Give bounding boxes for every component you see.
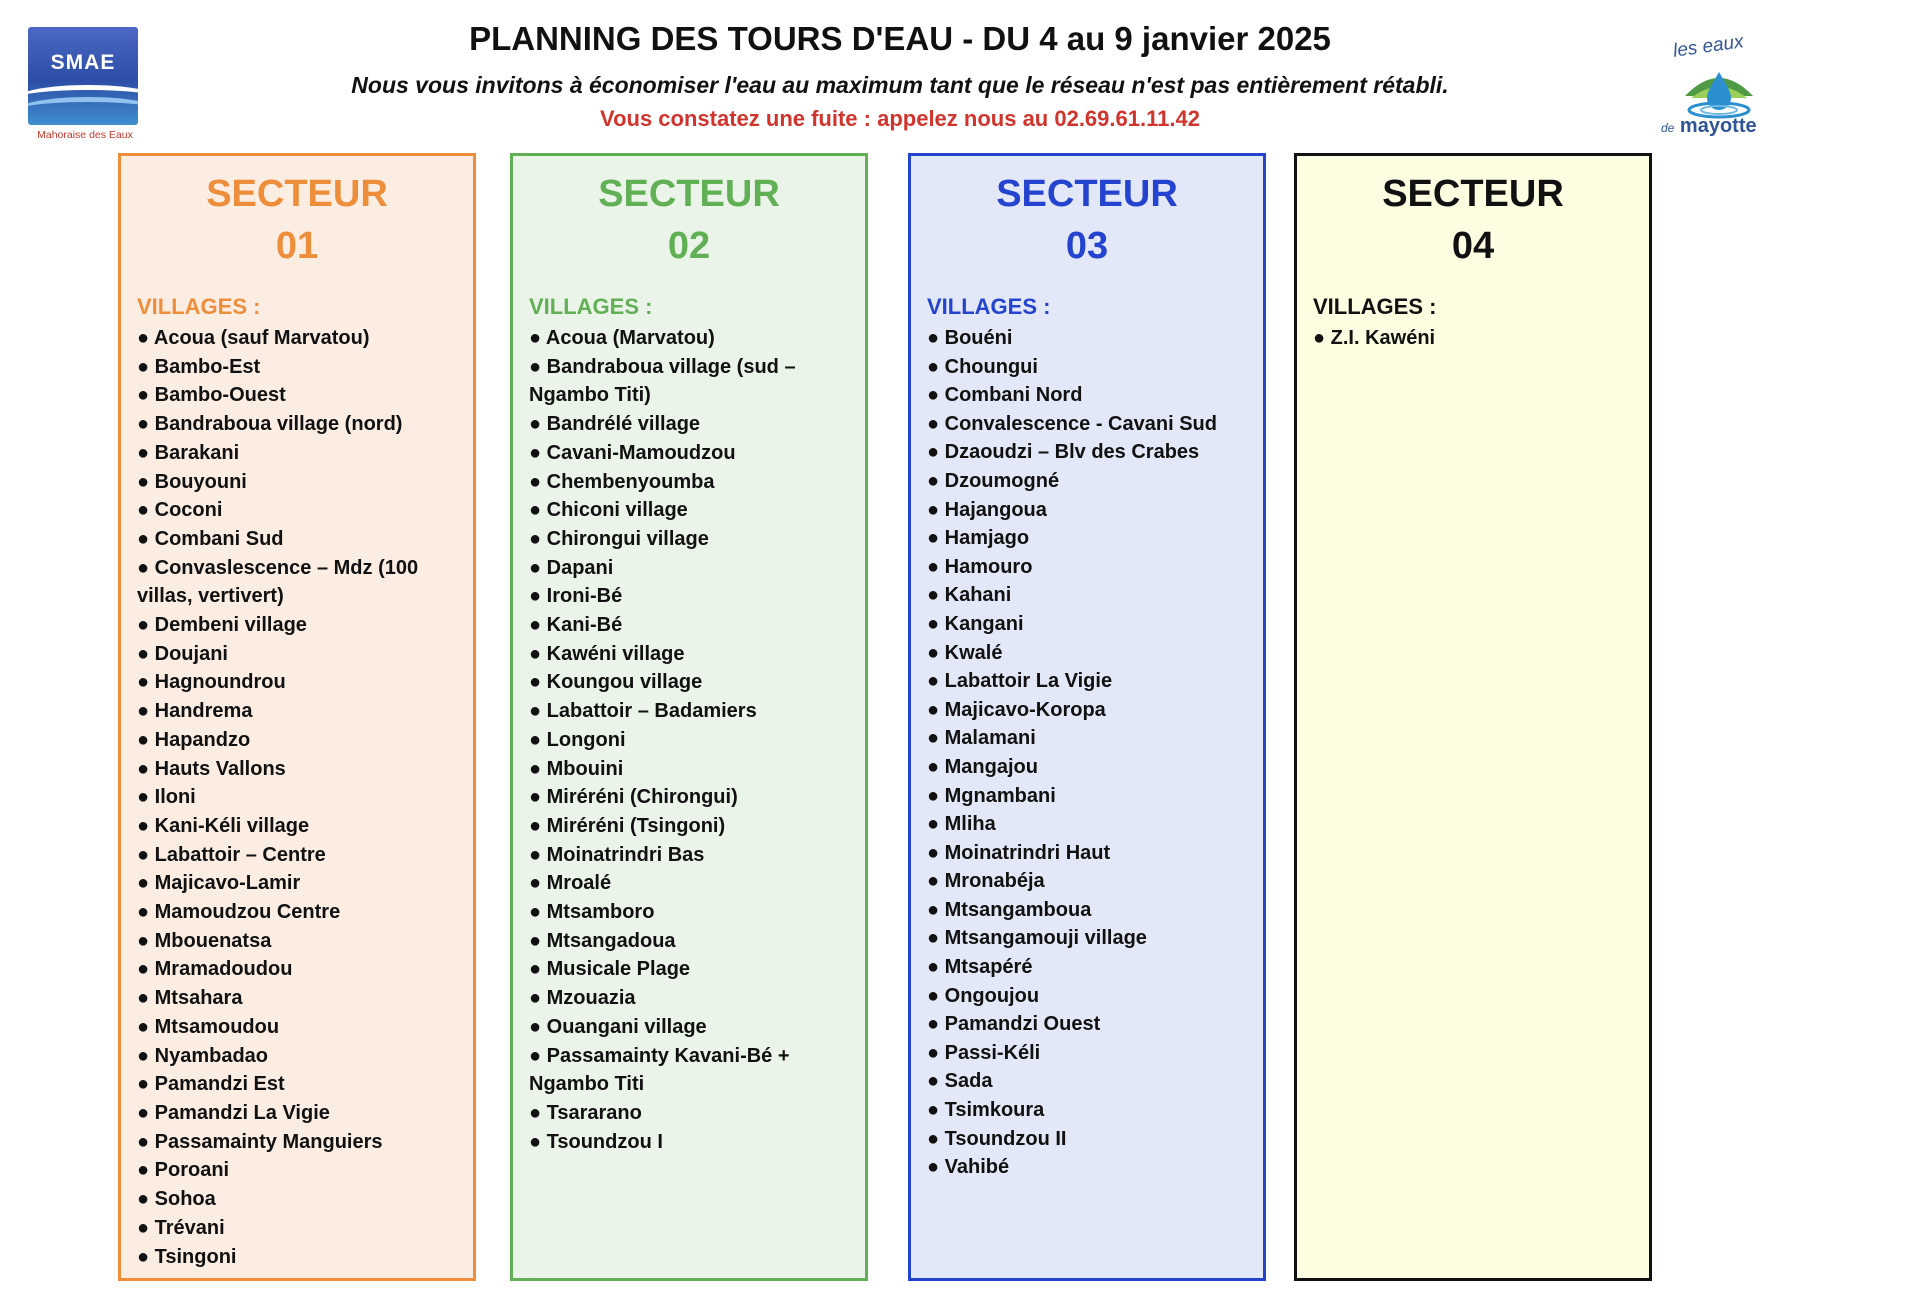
sector-04-panel bbox=[1294, 153, 1652, 1281]
sector-03-panel bbox=[908, 153, 1266, 1281]
village-item: ● Hapandzo bbox=[137, 728, 251, 751]
sector-heading bbox=[1297, 168, 1649, 272]
village-item: ● Miréréni (Tsingoni) bbox=[529, 814, 726, 837]
sector-title: SECTEUR bbox=[598, 173, 780, 215]
village-item: ● Mzouazia bbox=[529, 987, 636, 1010]
village-item: ● Sada bbox=[927, 1070, 993, 1093]
village-item: ● Majicavo-Koropa bbox=[927, 698, 1106, 721]
village-item: ● Mtsamboro bbox=[529, 901, 655, 924]
sector-heading bbox=[121, 168, 473, 272]
village-item: ● Passi-Kéli bbox=[927, 1041, 1041, 1064]
sector-number: 03 bbox=[1065, 225, 1109, 267]
village-item: ● Acoua (sauf Marvatou) bbox=[137, 327, 370, 349]
village-item: ● Mbouenatsa bbox=[137, 929, 272, 952]
village-item: ● Dembeni village bbox=[137, 614, 307, 637]
villages-label: VILLAGES : bbox=[137, 294, 261, 319]
village-item: ● Musicale Plage bbox=[529, 958, 691, 981]
sector-title: SECTEUR bbox=[1382, 173, 1564, 215]
village-item: ● Passamainty Manguiers bbox=[137, 1130, 383, 1153]
eaux-de-mayotte-logo bbox=[1655, 30, 1775, 145]
village-item: ● Vahibé bbox=[927, 1156, 1010, 1179]
village-list bbox=[927, 324, 1253, 1182]
village-item: ● Bandrélé village bbox=[529, 413, 701, 436]
village-item: ● Mtsapéré bbox=[927, 956, 1033, 979]
village-list bbox=[529, 324, 855, 1156]
sector-number: 02 bbox=[667, 225, 711, 267]
villages-label: VILLAGES : bbox=[529, 294, 653, 319]
village-item: ● Convalescence - Cavani Sud bbox=[927, 412, 1217, 435]
village-item: ● Mangajou bbox=[927, 755, 1038, 778]
smae-logo-brand: SMAE bbox=[50, 51, 116, 74]
village-item: ● Dzoumogné bbox=[927, 469, 1060, 492]
village-item: ● Trévani bbox=[137, 1216, 225, 1239]
village-item: ● Mroalé bbox=[529, 872, 612, 895]
village-item: ● Nyambadao bbox=[137, 1044, 269, 1067]
village-item: ● Dapani bbox=[529, 556, 614, 579]
village-list bbox=[1313, 324, 1639, 353]
page-subtitle: Nous vous invitons à économiser l'eau au maximum tant que le réseau n'est pas entièrement rétabli. bbox=[351, 72, 1449, 98]
village-item: ● Tsingoni bbox=[137, 1245, 237, 1268]
village-item: ● Coconi bbox=[137, 499, 223, 522]
village-item: ● Convaslescence – Mdz (100 villas, vertivert) bbox=[137, 556, 419, 608]
village-item: ● Majicavo-Lamir bbox=[137, 872, 301, 895]
village-item: ● Mtsangamouji village bbox=[927, 927, 1147, 950]
village-item: ● Passamainty Kavani-Bé + Ngambo Titi bbox=[529, 1044, 790, 1096]
mayotte-logo-word: mayotte bbox=[1679, 115, 1757, 137]
village-item: ● Mtsangamboua bbox=[927, 898, 1092, 921]
sector-heading bbox=[513, 168, 865, 272]
village-item: ● Handrema bbox=[137, 700, 253, 723]
village-list bbox=[137, 324, 463, 1271]
village-item: ● Chirongui village bbox=[529, 527, 709, 550]
leak-alert: Vous constatez une fuite : appelez nous au 02.69.61.11.42 bbox=[600, 106, 1200, 131]
village-item: ● Doujani bbox=[137, 642, 228, 665]
village-item: ● Combani Sud bbox=[137, 527, 284, 550]
village-item: ● Choungui bbox=[927, 355, 1038, 378]
village-item: ● Malamani bbox=[927, 727, 1036, 750]
mayotte-logo-prefix: de bbox=[1661, 121, 1675, 135]
village-item: ● Longoni bbox=[529, 728, 626, 751]
sector-01-panel bbox=[118, 153, 476, 1281]
villages-label: VILLAGES : bbox=[1313, 294, 1437, 319]
page-title: PLANNING DES TOURS D'EAU - DU 4 au 9 janvier 2025 bbox=[469, 20, 1331, 57]
village-item: ● Ouangani village bbox=[529, 1015, 707, 1038]
village-item: ● Tsoundzou I bbox=[529, 1130, 663, 1153]
sector-heading bbox=[911, 168, 1263, 272]
village-item: ● Hamouro bbox=[927, 555, 1033, 578]
village-item: ● Bandraboua village (sud – Ngambo Titi) bbox=[529, 355, 796, 407]
village-item: ● Z.I. Kawéni bbox=[1313, 327, 1436, 349]
village-item: ● Hagnoundrou bbox=[137, 671, 286, 694]
village-item: ● Miréréni (Chirongui) bbox=[529, 786, 738, 809]
village-item: ● Bouyouni bbox=[137, 470, 247, 493]
village-item: ● Barakani bbox=[137, 441, 240, 464]
village-item: ● Kahani bbox=[927, 584, 1012, 607]
village-item: ● Tsararano bbox=[529, 1101, 642, 1124]
village-item: ● Mbouini bbox=[529, 757, 624, 780]
village-item: ● Kangani bbox=[927, 612, 1024, 635]
village-item: ● Acoua (Marvatou) bbox=[529, 327, 715, 349]
village-item: ● Bambo-Ouest bbox=[137, 384, 286, 407]
village-item: ● Labattoir – Centre bbox=[137, 843, 326, 866]
village-item: ● Kawéni village bbox=[529, 642, 685, 665]
village-item: ● Hamjago bbox=[927, 527, 1030, 550]
village-item: ● Bouéni bbox=[927, 327, 1013, 349]
village-item: ● Cavani-Mamoudzou bbox=[529, 441, 736, 464]
village-item: ● Combani Nord bbox=[927, 384, 1083, 407]
village-item: ● Koungou village bbox=[529, 671, 703, 694]
sector-title: SECTEUR bbox=[206, 173, 388, 215]
village-item: ● Hajangoua bbox=[927, 498, 1047, 521]
sector-number: 04 bbox=[1451, 225, 1495, 267]
village-item: ● Kani-Kéli village bbox=[137, 814, 310, 837]
village-item: ● Mronabéja bbox=[927, 870, 1045, 893]
village-item: ● Bambo-Est bbox=[137, 355, 261, 378]
village-item: ● Moinatrindri Haut bbox=[927, 841, 1111, 864]
village-item: ● Pamandzi Ouest bbox=[927, 1013, 1101, 1036]
village-item: ● Chiconi village bbox=[529, 499, 688, 522]
village-item: ● Dzaoudzi – Blv des Crabes bbox=[927, 441, 1200, 464]
village-item: ● Pamandzi Est bbox=[137, 1073, 285, 1096]
village-item: ● Hauts Vallons bbox=[137, 757, 286, 780]
village-item: ● Ongoujou bbox=[927, 984, 1040, 1007]
village-item: ● Tsimkoura bbox=[927, 1099, 1045, 1122]
sector-number: 01 bbox=[275, 225, 319, 267]
village-item: ● Chembenyoumba bbox=[529, 470, 715, 493]
village-item: ● Mtsamoudou bbox=[137, 1015, 280, 1038]
village-item: ● Labattoir – Badamiers bbox=[529, 700, 757, 723]
sector-02-panel bbox=[510, 153, 868, 1281]
village-item: ● Kwalé bbox=[927, 641, 1003, 664]
village-item: ● Mramadoudou bbox=[137, 958, 293, 981]
village-item: ● Sohoa bbox=[137, 1188, 216, 1211]
village-item: ● Mtsahara bbox=[137, 987, 243, 1010]
village-item: ● Labattoir La Vigie bbox=[927, 670, 1113, 693]
villages-label: VILLAGES : bbox=[927, 294, 1051, 319]
village-item: ● Bandraboua village (nord) bbox=[137, 413, 403, 436]
village-item: ● Pamandzi La Vigie bbox=[137, 1101, 330, 1124]
village-item: ● Moinatrindri Bas bbox=[529, 843, 705, 866]
mayotte-logo-top: les eaux bbox=[1671, 31, 1745, 62]
village-item: ● Mtsangadoua bbox=[529, 929, 676, 952]
village-item: ● Poroani bbox=[137, 1159, 230, 1182]
village-item: ● Iloni bbox=[137, 786, 196, 809]
village-item: ● Ironi-Bé bbox=[529, 585, 623, 608]
village-item: ● Mgnambani bbox=[927, 784, 1056, 807]
village-item: ● Kani-Bé bbox=[529, 614, 623, 637]
smae-logo-tagline: Mahoraise des Eaux bbox=[37, 129, 133, 141]
village-item: ● Mliha bbox=[927, 813, 996, 836]
mayotte-logo-name bbox=[1661, 115, 1757, 138]
village-item: ● Tsoundzou II bbox=[927, 1127, 1067, 1150]
village-item: ● Mamoudzou Centre bbox=[137, 901, 341, 924]
sector-title: SECTEUR bbox=[996, 173, 1178, 215]
